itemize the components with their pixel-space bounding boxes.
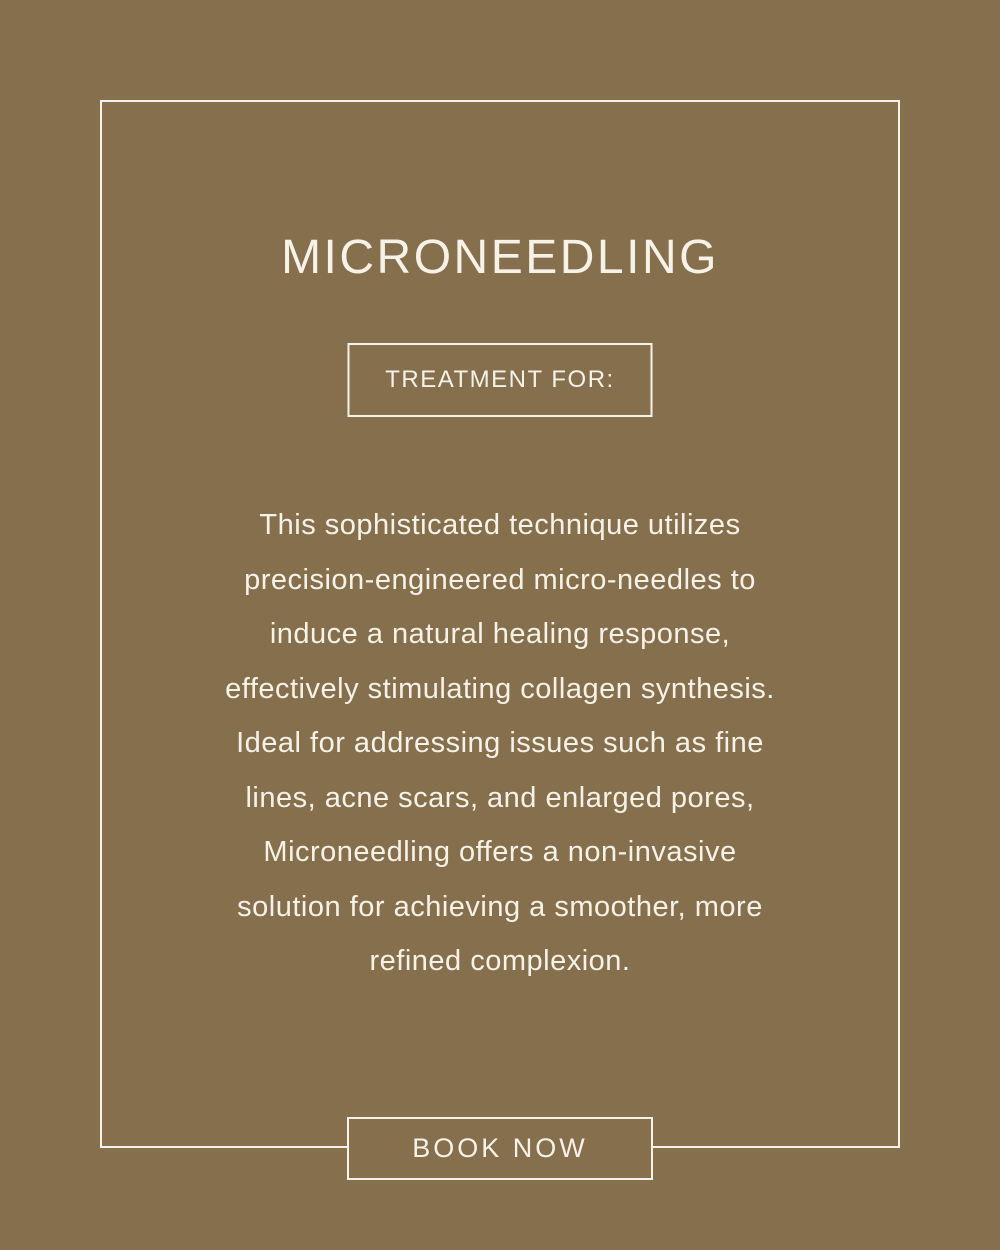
book-now-button[interactable] [347,1117,653,1180]
description-line: This sophisticated technique utilizes [259,509,741,541]
book-now-label: BOOK NOW [412,1133,588,1163]
treatment-description [140,498,860,989]
page-title: MICRONEEDLING [281,231,719,284]
description-line: Microneedling offers a non-invasive [263,836,737,868]
description-line: lines, acne scars, and enlarged pores, [245,781,755,814]
description-line: refined complexion. [369,945,631,977]
description-line: solution for achieving a smoother, more [237,890,763,923]
treatment-for-box [348,343,653,417]
description-line: effectively stimulating collagen synthesis. [225,672,775,705]
description-line: Ideal for addressing issues such as fine [236,727,764,759]
description-line: precision-engineered micro-needles to [244,563,756,596]
description-line: induce a natural healing response, [269,618,731,650]
treatment-for-label: TREATMENT FOR: [385,366,615,393]
